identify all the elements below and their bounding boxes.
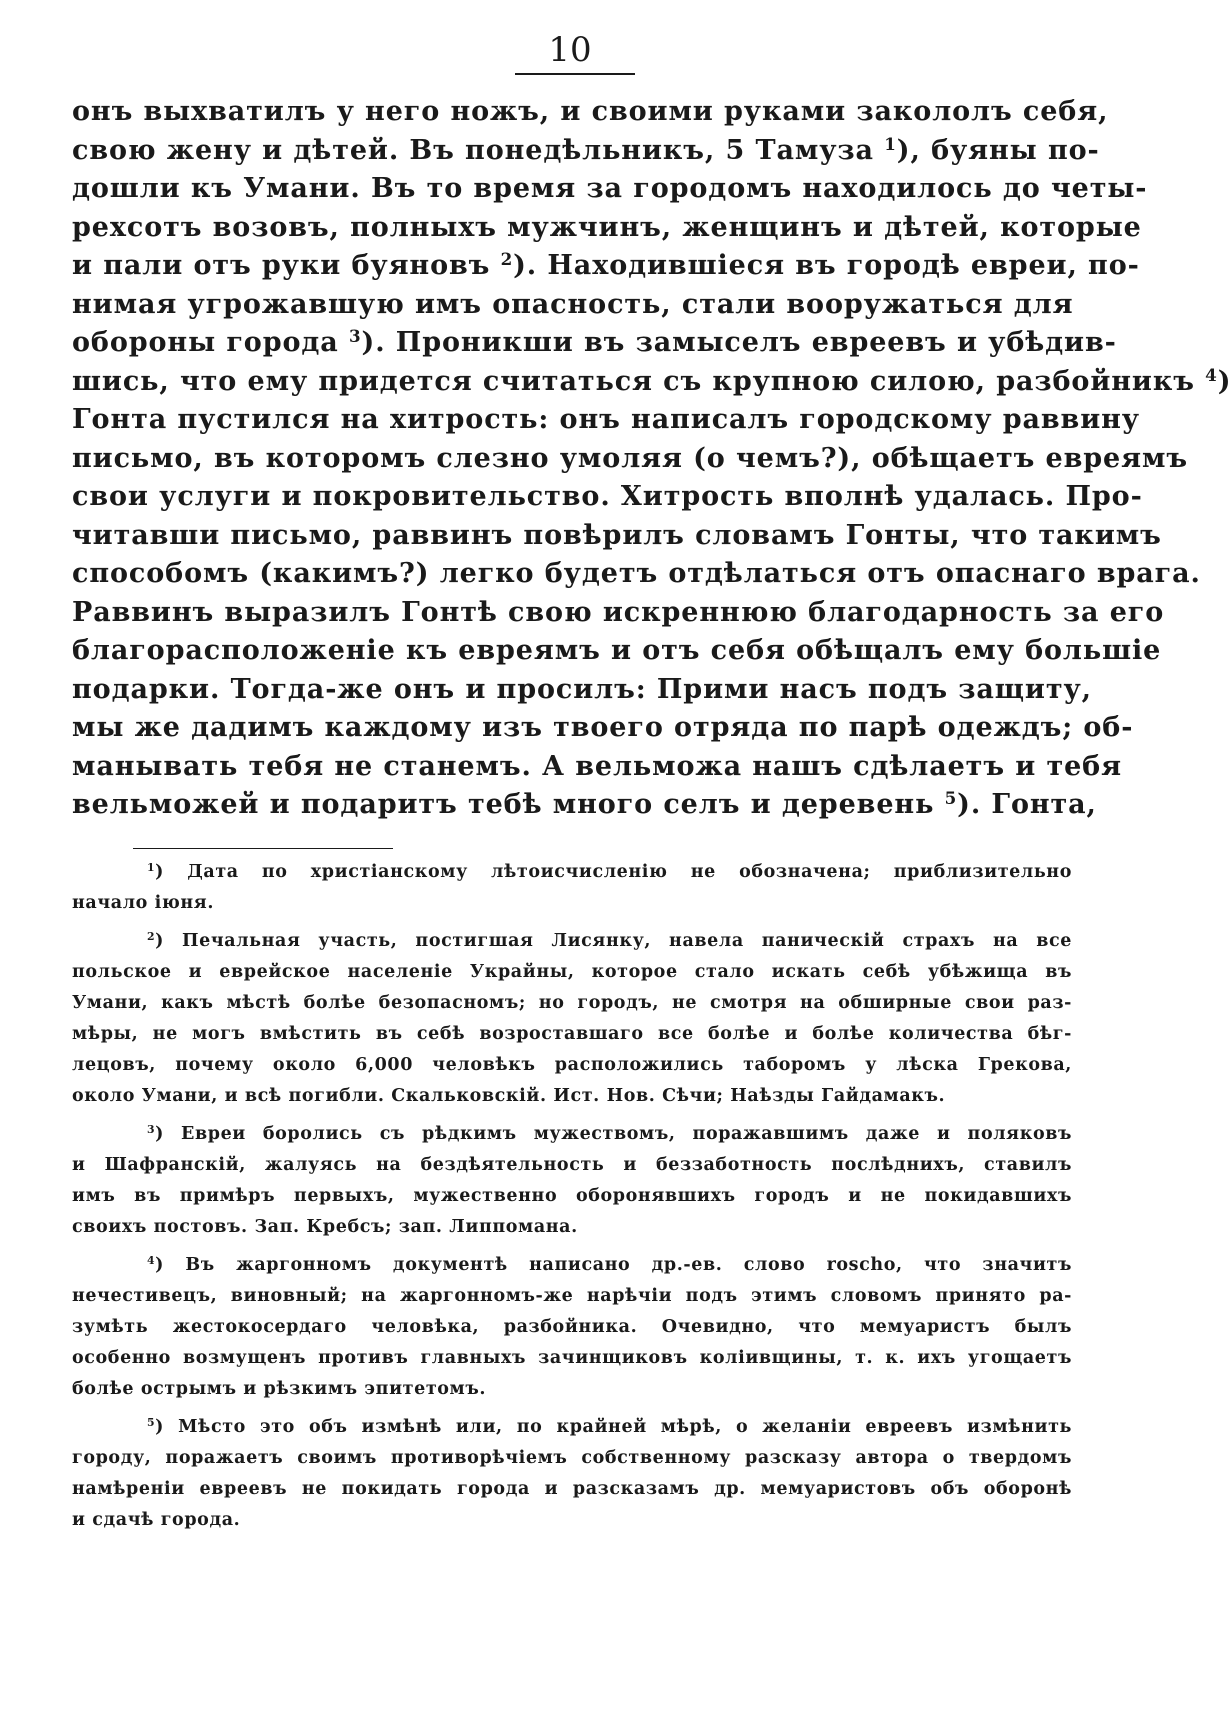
footnote-marker: 4 <box>147 1254 156 1268</box>
body-line <box>72 324 1117 363</box>
body-line <box>72 170 1148 209</box>
footnote-marker: 5 <box>147 1416 156 1430</box>
footnote-line <box>72 1474 1072 1505</box>
body-line <box>72 555 1201 594</box>
footnote-text: около Умани, и всѣ погибли. Скальковскій. Ист. Нов. Сѣчи; Наѣзды Гайдамакъ. <box>72 1086 946 1106</box>
footnote-text: особенно возмущенъ противъ главныхъ зачинщиковъ коліивщины, т. к. ихъ угощаетъ <box>72 1348 1072 1368</box>
footnote-line <box>72 1374 1072 1405</box>
body-line-text: и пали отъ руки буяновъ <box>72 250 501 281</box>
body-line-text: ). Гонта, <box>957 789 1097 820</box>
body-line-text: обороны города <box>72 327 349 358</box>
body-line-text: онъ выхватилъ у него ножъ, и своими руками закололъ себя, <box>72 96 1109 127</box>
footnote-text: нечестивецъ, виновный; на жаргонномъ-же нарѣчіи подъ этимъ словомъ принято ра- <box>72 1286 1072 1306</box>
body-line <box>72 709 1134 748</box>
footnote-text: болѣе острымъ и рѣзкимъ эпитетомъ. <box>72 1379 487 1399</box>
footnote-gap <box>72 919 1072 926</box>
body-line <box>72 748 1122 787</box>
body-line <box>72 478 1143 517</box>
body-line <box>72 786 1097 825</box>
footnote-text: ) Печальная участь, постигшая Лисянку, навела паническій страхъ на все <box>155 931 1072 951</box>
footnote-text: ) Дата по христіанскому лѣтоисчисленію не обозначена; приблизительно <box>155 862 1072 882</box>
body-line <box>72 671 1092 710</box>
footnote-line <box>72 857 1072 888</box>
footnote-line <box>72 926 1072 957</box>
footnote-line <box>72 1412 1072 1443</box>
footnote-line <box>72 1250 1072 1281</box>
body-line <box>72 209 1142 248</box>
main-text <box>72 93 1231 825</box>
footnote-gap <box>72 1405 1072 1412</box>
footnote-line <box>72 1119 1072 1150</box>
body-line-text: подарки. Тогда-же онъ и просилъ: Прими насъ подъ защиту, <box>72 673 1092 705</box>
footnote-marker: 2 <box>147 930 156 944</box>
body-line <box>72 286 1072 325</box>
body-line-text: мы же дадимъ каждому изъ твоего отряда по парѣ одеждъ; об- <box>72 712 1134 743</box>
footnote-text: имъ въ примѣръ первыхъ, мужественно оборонявшихъ городъ и не покидавшихъ <box>72 1186 1072 1206</box>
body-line-text: ). Находившіеся въ городѣ евреи, по- <box>513 250 1140 281</box>
body-line-text: письмо, въ которомъ слезно умоляя (о чемъ?), обѣщаетъ евреямъ <box>72 442 1188 474</box>
body-line-text: Раввинъ выразилъ Гонтѣ свою искреннюю благодарность за его <box>72 596 1165 628</box>
footnote-reference: 3 <box>348 325 362 346</box>
body-line-text: ). Проникши въ замыселъ евреевъ и убѣдив- <box>361 327 1117 358</box>
body-line-text: нимая угрожавшую имъ опасность, стали вооружаться для <box>72 288 1074 320</box>
footnote-text: и сдачѣ города. <box>72 1510 241 1530</box>
body-line-text: шись, что ему придется считаться съ крупною силою, разбойникъ <box>72 365 1206 397</box>
footnote-reference: 2 <box>500 248 514 269</box>
body-line <box>72 93 1109 132</box>
footnote-line <box>72 1312 1072 1343</box>
footnote-reference: 5 <box>944 787 958 808</box>
footnote-line <box>72 1150 1072 1181</box>
footnote-line <box>72 888 1072 919</box>
footnote-text: ) Евреи боролись съ рѣдкимъ мужествомъ, поражавшимъ даже и поляковъ <box>155 1124 1072 1144</box>
footnote-separator <box>133 848 393 849</box>
body-line-text: вельможей и подаритъ тебѣ много селъ и деревень <box>72 789 945 820</box>
body-line <box>72 440 1188 479</box>
footnote-line <box>72 1181 1072 1212</box>
footnote-line <box>72 957 1072 988</box>
body-line <box>72 401 1140 440</box>
body-line-text: читавши письмо, раввинъ повѣрилъ словамъ Гонты, что такимъ <box>72 519 1162 551</box>
footnote-line <box>72 1343 1072 1374</box>
body-line-text: дошли къ Умани. Въ то время за городомъ находилось до четы- <box>72 173 1148 204</box>
footnote-text: Умани, какъ мѣстѣ болѣе безопасномъ; но городъ, не смотря на обширные свои раз- <box>72 993 1072 1013</box>
footnote-line <box>72 1081 1072 1112</box>
footnote-text: зумѣть жестокосердаго человѣка, разбойника. Очевидно, что мемуаристъ былъ <box>72 1317 1072 1337</box>
footnote-marker: 1 <box>147 861 156 875</box>
footnote-text: намѣреніи евреевъ не покидать города и разсказамъ др. мемуаристовъ объ оборонѣ <box>72 1479 1072 1499</box>
body-line-text: ), буяны по- <box>896 134 1100 166</box>
footnote-line <box>72 1281 1072 1312</box>
footnote-text: ) Въ жаргонномъ документѣ написано др.-ев. слово roscho, что значитъ <box>155 1255 1072 1275</box>
body-line <box>72 247 1140 286</box>
body-line-text: ) <box>1217 365 1231 397</box>
footnote-text: и Шафранскій, жалуясь на бездѣятельность и беззаботность послѣднихъ, ставилъ <box>72 1155 1072 1175</box>
footnote-line <box>72 1505 1072 1536</box>
footnote-text: ) Мѣсто это объ измѣнѣ или, по крайней мѣрѣ, о желаніи евреевъ измѣнить <box>155 1417 1072 1437</box>
footnote-line <box>72 1050 1072 1081</box>
body-line <box>72 132 1100 171</box>
footnote-line <box>72 1019 1072 1050</box>
body-line-text: благорасположеніе къ евреямъ и отъ себя обѣщалъ ему большіе <box>72 635 1162 666</box>
body-line-text: манывать тебя не станемъ. А вельможа нашъ сдѣлаетъ и тебя <box>72 750 1122 782</box>
body-line <box>72 632 1162 671</box>
body-line-text: Гонта пустился на хитрость: онъ написалъ городскому раввину <box>72 404 1140 435</box>
body-line <box>72 363 1231 402</box>
body-line-text: способомъ (какимъ?) легко будетъ отдѣлаться отъ опаснаго врага. <box>72 558 1201 589</box>
footnote-gap <box>72 1243 1072 1250</box>
footnote-reference: 1 <box>884 133 897 154</box>
body-line-text: рехсотъ возовъ, полныхъ мужчинъ, женщинъ и дѣтей, которые <box>72 211 1142 243</box>
footnote-text: начало іюня. <box>72 893 215 913</box>
footnotes <box>72 857 1072 1536</box>
page-number-rule <box>515 73 635 75</box>
footnote-text: своихъ постовъ. Зап. Кребсъ; зап. Липпомана. <box>72 1217 578 1237</box>
body-line <box>72 594 1165 633</box>
footnote-reference: 4 <box>1205 364 1218 385</box>
footnote-text: лецовъ, почему около 6,000 человѣкъ расположились таборомъ у лѣска Грекова, <box>72 1055 1072 1075</box>
footnote-line <box>72 1443 1072 1474</box>
body-line-text: свою жену и дѣтей. Въ понедѣльникъ, 5 Тамуза <box>72 134 885 166</box>
footnote-gap <box>72 1112 1072 1119</box>
body-line <box>72 517 1162 556</box>
footnote-text: городу, поражаетъ своимъ противорѣчіемъ собственному разсказу автора о твердомъ <box>72 1448 1072 1468</box>
footnote-text: польское и еврейское населеніе Украйны, которое стало искать себѣ убѣжища въ <box>72 962 1072 982</box>
page-number: 10 <box>548 30 592 70</box>
footnote-text: мѣры, не могъ вмѣстить въ себѣ возроставшаго все болѣе и болѣе количества бѣг- <box>72 1024 1072 1044</box>
body-line-text: свои услуги и покровительство. Хитрость вполнѣ удалась. Про- <box>72 481 1143 512</box>
footnote-line <box>72 988 1072 1019</box>
footnote-line <box>72 1212 1072 1243</box>
footnote-marker: 3 <box>147 1123 156 1137</box>
